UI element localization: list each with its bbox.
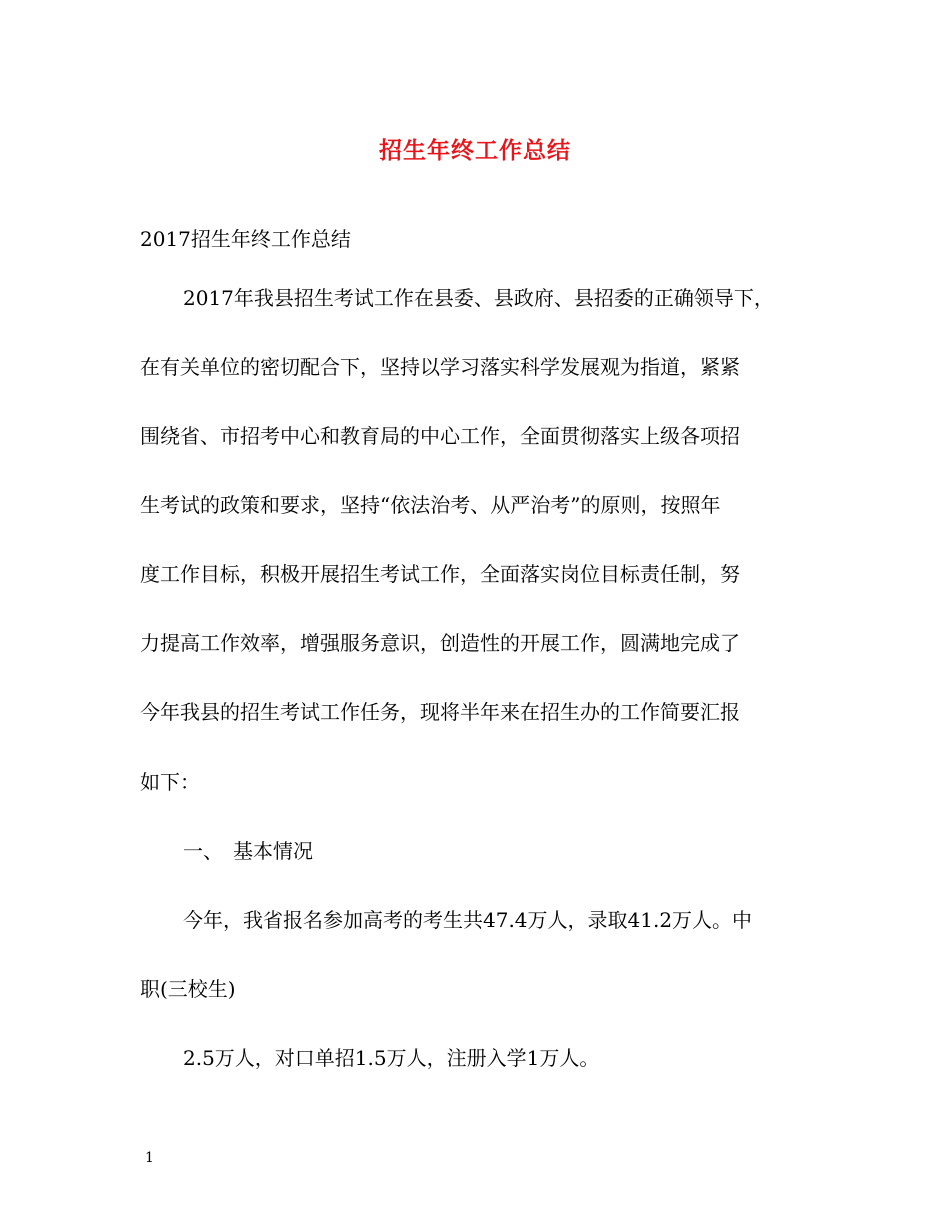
paragraph-line: 如下： [140, 770, 200, 794]
paragraph-line: 今年，我省报名参加高考的考生共47.4万人，录取41.2万人。中 [183, 908, 753, 932]
paragraph-line: 围绕省、市招考中心和教育局的中心工作，全面贯彻落实上级各项招 [140, 424, 740, 448]
paragraph-line: 度工作目标，积极开展招生考试工作，全面落实岗位目标责任制，努 [140, 562, 740, 586]
document-title: 招生年终工作总结 [379, 137, 571, 164]
paragraph-line: 力提高工作效率，增强服务意识，创造性的开展工作，圆满地完成了 [140, 631, 740, 655]
paragraph-line: 生考试的政策和要求，坚持“依法治考、从严治考”的原则，按照年 [140, 493, 721, 517]
paragraph-line: 2.5万人，对口单招1.5万人，注册入学1万人。 [183, 1046, 600, 1070]
page-number: 1 [145, 1150, 154, 1166]
paragraph-line: 2017年我县招生考试工作在县委、县政府、县招委的正确领导下， [183, 286, 774, 310]
paragraph-line: 职(三校生) [140, 977, 236, 1001]
section-heading: 一、 基本情况 [183, 839, 313, 863]
paragraph-line: 今年我县的招生考试工作任务，现将半年来在招生办的工作简要汇报 [140, 700, 740, 724]
document-subtitle: 2017招生年终工作总结 [140, 227, 351, 251]
paragraph-line: 在有关单位的密切配合下，坚持以学习落实科学发展观为指道，紧紧 [140, 355, 740, 379]
